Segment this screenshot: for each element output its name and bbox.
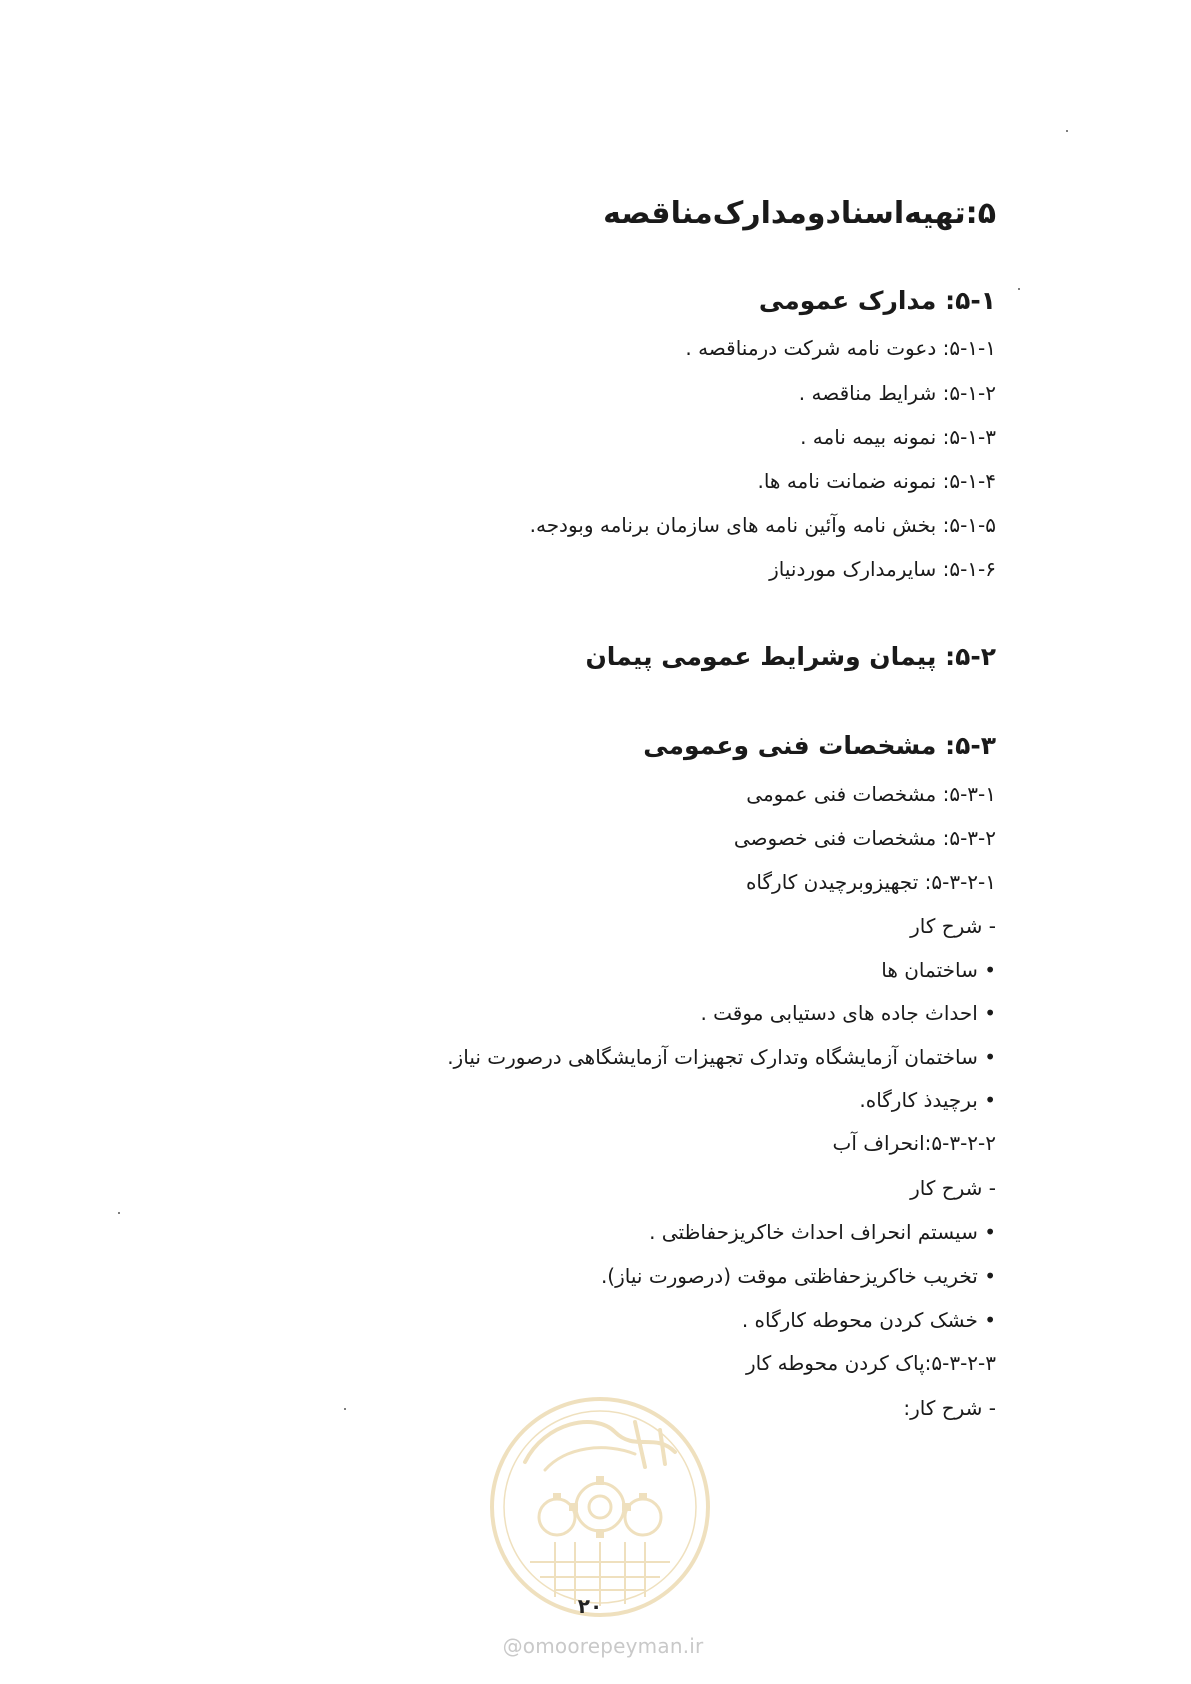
- watermark-site: @omoorepeyman.ir: [502, 1634, 704, 1658]
- watermark-seal-logo: [485, 1392, 715, 1622]
- section-heading-general-documents: ۵-۱: مدارک عمومی: [758, 286, 996, 315]
- section-heading-technical-specs: ۵-۳: مشخصات فنی وعمومی: [643, 731, 996, 760]
- list-item: - شرح کار:: [903, 1396, 996, 1420]
- list-item: ۵-۱-۲: شرایط مناقصه .: [798, 381, 996, 405]
- list-item: - شرح کار: [910, 914, 996, 938]
- list-item: ۵-۳-۱: مشخصات فنی عمومی: [746, 782, 996, 806]
- scan-speck: [344, 1408, 346, 1410]
- list-item: ۵-۳-۲-۱: تجهیزوبرچیدن کارگاه: [745, 870, 996, 894]
- scan-speck: [1066, 130, 1068, 132]
- list-item: ۵-۳-۲: مشخصات فنی خصوصی: [733, 826, 996, 850]
- scan-speck: [1018, 288, 1020, 290]
- list-item: • برچیدذ کارگاه.: [859, 1088, 996, 1112]
- section-heading-contract: ۵-۲: پیمان وشرایط عمومی پیمان: [585, 642, 996, 671]
- list-item: ۵-۱-۶: سایرمدارک موردنیاز: [769, 557, 996, 581]
- list-item: • سیستم انحراف احداث خاکریزحفاظتی .: [649, 1220, 996, 1244]
- list-item: ۵-۱-۳: نمونه بیمه نامه .: [800, 425, 996, 449]
- list-item: ۵-۳-۲-۳:پاک کردن محوطه کار: [745, 1351, 996, 1375]
- scan-speck: [118, 1212, 120, 1214]
- list-item: ۵-۱-۴: نمونه ضمانت نامه ها.: [757, 469, 996, 493]
- list-item: • خشک کردن محوطه کارگاه .: [741, 1308, 996, 1332]
- page-number: ۲۰: [577, 1594, 603, 1618]
- list-item: - شرح کار: [910, 1176, 996, 1200]
- document-title: ۵:تهیه‌اسنادومدارک‌مناقصه: [603, 196, 996, 231]
- list-item: • ساختمان آزمایشگاه وتدارک تجهیزات آزمایشگاهی درصورت نیاز.: [447, 1045, 996, 1069]
- list-item: ۵-۳-۲-۲:انحراف آب: [832, 1131, 996, 1155]
- list-item: • احداث جاده های دستیابی موقت .: [700, 1001, 996, 1025]
- list-item: ۵-۱-۱: دعوت نامه شرکت درمناقصه .: [685, 336, 996, 360]
- list-item: • ساختمان ها: [881, 958, 996, 982]
- list-item: ۵-۱-۵: بخش نامه وآئین نامه های سازمان برنامه وبودجه.: [529, 513, 996, 537]
- list-item: • تخریب خاکریزحفاظتی موقت (درصورت نیاز).: [600, 1264, 996, 1288]
